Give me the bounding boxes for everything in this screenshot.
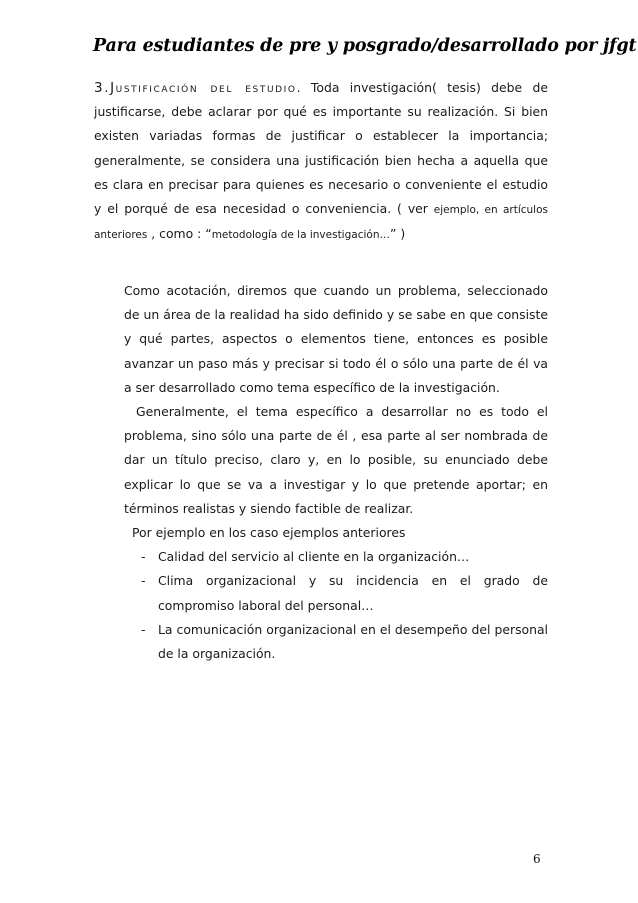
paragraph-generalmente: Generalmente, el tema específico a desarrollar no es todo el problema, sino sólo una parte de él , esa parte al ser nombrada de dar un título preciso, claro y, en lo posible, su enunciado debe explicar lo que se va a investigar y lo que pretende aportar; en términos realistas y siendo factible de realizar. xyxy=(124,404,548,516)
list-item-text: La comunicación organizacional en el desempeño del personal de la organización. xyxy=(158,621,548,662)
page-number: 6 xyxy=(533,852,541,866)
list-item xyxy=(124,545,548,569)
list-item-text: Clima organizacional y su incidencia en el grado de compromiso laboral del personal… xyxy=(158,573,548,613)
list-item-text: Calidad del servicio al cliente en la organización… xyxy=(158,549,470,565)
reference-text-2: metodología de la investigación… xyxy=(211,229,390,242)
reference-text-1: ejemplo, en artículos anteriores xyxy=(94,204,548,242)
reference-mid: , como : “ xyxy=(147,226,212,242)
reference-open: ( ver xyxy=(391,201,434,217)
paragraph-examples-lead: Por ejemplo en los caso ejemplos anteriores xyxy=(132,525,406,541)
section-text: Toda investigación( tesis) debe de justificarse, debe aclarar por qué es importante su realización. Si bien existen variadas formas de justificar o establecer la importancia; generalmente, se considera una justificación bien hecha a aquella que es clara en precisar para quienes es necesario o conveniente el estudio y el porqué de esa necesidad o conveniencia. xyxy=(94,80,548,217)
section-heading: 3.Justificación del estudio xyxy=(94,80,297,96)
paragraph-acotacion: Como acotación, diremos que cuando un problema, seleccionado de un área de la realidad ha sido definido y se sabe en que consiste y qué partes, aspectos o elementos tiene, entonces es posible avanzar un paso más y precisar si todo él o sólo una parte de él va a ser desarrollado como tema específico de la investigación. xyxy=(124,283,548,395)
reference-close: ” ) xyxy=(389,226,406,242)
section-heading-period: . xyxy=(296,80,301,95)
bullet-dash: - xyxy=(141,573,146,589)
bullet-dash: - xyxy=(141,549,146,565)
examples-list xyxy=(124,545,548,666)
page-header: Para estudiantes de pre y posgrado/desarrollado por jfgt xyxy=(93,36,637,56)
bullet-dash: - xyxy=(141,621,146,637)
body-content xyxy=(124,279,548,666)
list-item xyxy=(124,618,548,666)
list-item xyxy=(124,569,548,617)
section-justification xyxy=(94,76,548,247)
